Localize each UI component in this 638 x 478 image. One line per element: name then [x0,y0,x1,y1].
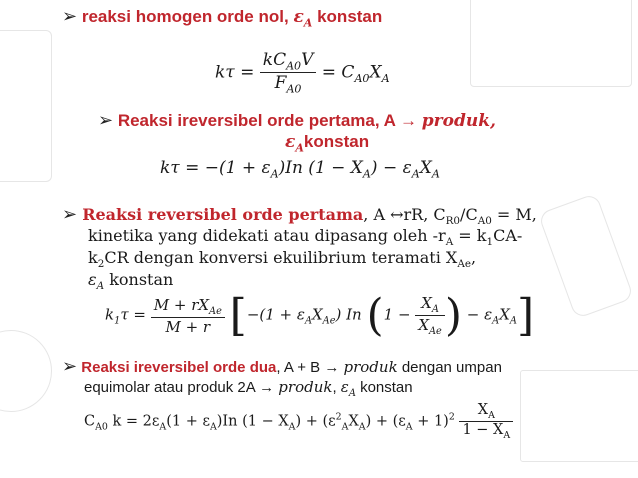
section3-line1: ➢ Reaksi reversibel orde pertama, A ↔rR, $C_{R0}/C_{A0} = M$, [62,204,537,228]
bullet-arrow-icon: ➢ [62,356,78,376]
section3-line3: $k_2CR$ dengan konversi ekuilibrium teramati $X_{Ae}$, [88,248,477,271]
section4-line1: ➢ Reaksi ireversibel orde dua, A + B → produk dengan umpan [62,356,502,376]
bullet-arrow-icon: ➢ [62,204,78,225]
bullet-arrow-icon: ➢ [62,6,78,26]
laptop-decoration [470,0,632,87]
section2-heading-line2: $\varepsilon_Akonstan$ [285,132,370,155]
equation-zero-order: kτ = $\frac{kC_{A0}V}{F_{A0}}$ = $C_{A0}X_A$ [215,50,390,96]
equation-first-order-irreversible: $k\tau = -(1 + \varepsilon_A)In$ $(1 - X_A) - \varepsilon_AX_A$ [160,158,440,181]
section3-line2: kinetika yang didekati atau dipasang oleh $-r_A = k_1CA-$ [88,226,523,249]
coffee-cup-decoration [0,330,52,412]
paper-decoration [520,370,638,462]
notebook-decoration [0,30,52,182]
section2-heading: ➢ Reaksi ireversibel orde pertama, A → produk, [98,110,496,131]
section1-heading: ➢ reaksi homogen orde nol, $\varepsilon_A$ konstan [62,6,383,30]
section3-line4: $\varepsilon_A$ konstan [88,270,174,293]
fraction: $\frac{kC_{A0}V}{F_{A0}}$ [260,50,317,96]
phone-decoration [538,193,635,319]
bullet-arrow-icon: ➢ [98,110,114,130]
section4-line2: equimolar atau produk 2A → produk, $\varepsilon_A$ konstan [84,378,413,399]
equation-first-order-reversible: $k_1\tau$ = $\frac{M + rX_{Ae}}{M + r}$ [$-(1 + \varepsilon_AX_{Ae})$ In (1 − $\frac{X_A}{X_{Ae}}$ ) − $\varepsilon_AX_A$] [105,290,535,341]
equation-second-order: $C_{A0}$ $k = 2\varepsilon_A(1 + \varepsilon_A)In$ $(1 - X_A) + (\varepsilon^2_AX_A) + (\varepsilon_A + 1)^2$ $\frac{X_A}{1 - X_A}$ [84,402,513,441]
